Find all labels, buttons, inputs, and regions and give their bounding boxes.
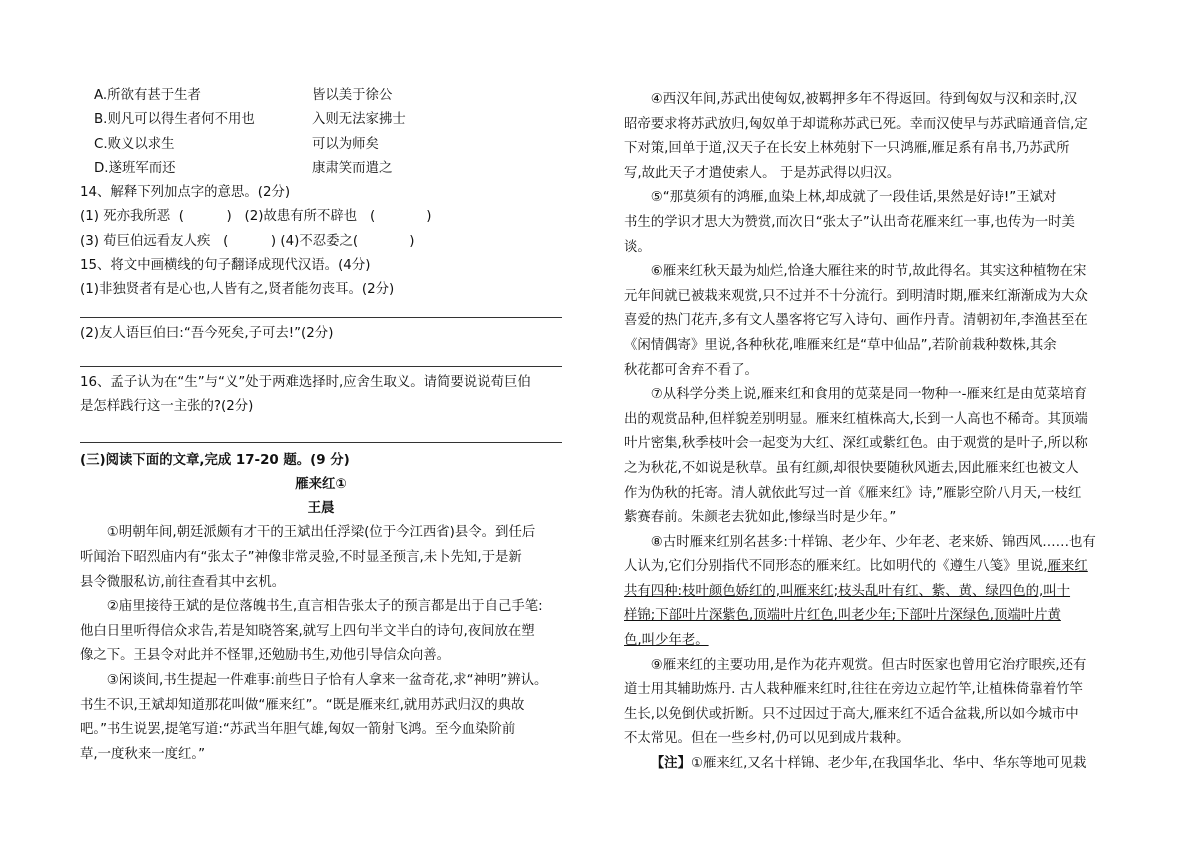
paragraph-line: 谈。 — [624, 239, 651, 255]
paragraph-line: 写,故此天子才遣使索人。 于是苏武得以归汉。 — [624, 165, 901, 181]
p8-underlined-3: 色,叫少年老。 — [624, 633, 709, 649]
answer-line — [80, 303, 562, 318]
paragraph-line: ⑨雁来红的主要功用,是作为花卉观赏。但古时医家也曾用它治疗眼疾,还有 — [650, 657, 1087, 673]
paragraph-line: ④西汉年间,苏武出使匈奴,被羁押多年不得返回。待到匈奴与汉和亲时,汉 — [650, 92, 1078, 107]
paragraph-line: 元年间就已被栽来观赏,只不过并不十分流行。到明清时期,雁来红渐渐成为大众 — [624, 288, 1088, 304]
question-15-2: (2)友人语巨伯曰:“吾今死矣,子可去!”(2分) — [80, 325, 334, 341]
question-14-line-1: (1) 死亦我所恶 ( ) (2)故患有所不辟也 ( ) — [80, 209, 432, 225]
paragraph-line: 像之下。王县令对此并不怪罪,还勉励书生,劝他引导信众向善。 — [80, 648, 451, 664]
paragraph-line: ②庙里接待王斌的是位落魄书生,直言相告张太子的预言都是出于自己手笔: — [106, 599, 543, 615]
option-row — [80, 133, 562, 157]
question-14-line-2: (3) 荀巨伯远看友人疾 ( ) (4)不忍委之( ) — [80, 233, 415, 249]
paragraph-8 — [624, 531, 1120, 654]
option-row — [80, 84, 562, 108]
paragraph-line: 作为伪秋的托寄。清人就依此写过一首《雁来红》诗,”雁影空阶八月天,一枝红 — [624, 485, 1082, 501]
paragraph-line: 书生的学识才思大为赞赏,而次日“张太子”认出奇花雁来红一事,也传为一时美 — [624, 214, 1075, 230]
paragraph-line: 道士用其辅助炼丹. 古人栽种雁来红时,往往在旁边立起竹竿,让植株倚靠着竹竿 — [624, 682, 1083, 698]
p8-line-1: ⑧古时雁来红别名甚多:十样锦、老少年、少年老、老来娇、锦西风……也有 — [650, 534, 1096, 550]
note-text: ①雁来红,又名十样锦、老少年,在我国华北、华中、华东等地可见栽 — [690, 756, 1087, 772]
paragraph-line: 喜爱的热门花卉,多有文人墨客将它写入诗句、画作丹青。清朝初年,李渔甚至在 — [624, 313, 1088, 329]
question-16-line-1: 16、孟子认为在“生”与“义”处于两难选择时,应舍生取义。请简要说说荀巨伯 — [80, 374, 531, 390]
paragraph-line: ⑦从科学分类上说,雁来红和食用的苋菜是同一物种一-雁来红是由苋菜培育 — [650, 387, 1087, 403]
paragraph-line: 吧。”书生说罢,提笔写道:“苏武当年胆气雄,匈奴一箭射飞鸿。至今血染阶前 — [80, 722, 516, 738]
paragraph-line: ③闲谈间,书生提起一件难事:前些日子恰有人拿来一盆奇花,求“神明”辨认。 — [106, 673, 548, 689]
option-right: 入则无法家拂士 — [312, 112, 406, 128]
option-left: A.所欲有甚于生者 — [94, 88, 201, 103]
section-3-heading: (三)阅读下面的文章,完成 17-20 题。(9 分) — [80, 452, 350, 468]
paragraph-5 — [624, 186, 1120, 260]
article-author: 王晨 — [307, 501, 335, 517]
option-left: D.遂班军而还 — [94, 160, 176, 176]
option-right: 可以为师矣 — [312, 136, 379, 152]
paragraph-line: 昭帝要求将苏武放归,匈奴单于却谎称苏武已死。幸而汉使早与苏武暗通音信,定 — [624, 116, 1088, 132]
paragraph-line: ⑤“那莫须有的鸿雁,血染上林,却成就了一段佳话,果然是好诗!”王斌对 — [650, 190, 1057, 206]
paragraph-2 — [80, 595, 562, 669]
paragraph-4 — [624, 88, 1120, 186]
answer-line — [80, 420, 562, 443]
question-16-line-2: 是怎样践行这一主张的?(2分) — [80, 399, 254, 415]
paragraph-line: 他白日里听得信众求告,若是知晓答案,就写上四句半文半白的诗句,夜间放在塑 — [80, 623, 535, 639]
paragraph-line: ①明朝年间,朝廷派颇有才干的王斌出任浮梁(位于今江西省)县令。到任后 — [106, 525, 536, 541]
paragraph-line: ⑥雁来红秋天最为灿烂,恰逢大雁往来的时节,故此得名。其实这种植物在宋 — [650, 264, 1087, 280]
article-title: 雁来红① — [295, 476, 347, 492]
paragraph-line: 书生不识,王斌却知道那花叫做“雁来红”。“既是雁来红,就用苏武归汉的典故 — [80, 697, 525, 713]
question-14: 14、解释下列加点字的意思。(2分) — [80, 185, 291, 201]
option-right: 皆以美于徐公 — [312, 88, 393, 103]
p8-line-2: 人认为,它们分别指代不同形态的雁来红。比如明代的《遵生八笺》里说,雁来红 — [624, 559, 1088, 575]
paragraph-line: 草,一度秋来一度红。” — [80, 746, 206, 762]
paragraph-line: 下对策,回单于道,汉天子在长安上林苑射下一只鸿雁,雁足系有帛书,乃苏武所 — [624, 141, 1070, 157]
option-row — [80, 157, 562, 181]
answer-line — [80, 346, 562, 367]
paragraph-line: 生长,以免倒伏或折断。只不过因过于高大,雁来红不适合盆栽,所以如今城市中 — [624, 706, 1079, 722]
option-left: C.败义以求生 — [94, 136, 175, 152]
option-row — [80, 108, 562, 132]
paragraph-line: 出的观赏品种,但样貌差别明显。雁来红植株高大,长到一人高也不稀奇。其顶端 — [624, 411, 1088, 427]
right-column — [624, 88, 1120, 777]
left-column — [80, 84, 562, 767]
p8-underlined-2: 样锦;下部叶片深紫色,顶端叶片红色,叫老少年;下部叶片深绿色,顶端叶片黄 — [624, 608, 1061, 624]
paragraph-line: 听闻治下昭烈庙内有“张太子”神像非常灵验,不时显圣预言,未卜先知,于是新 — [80, 550, 522, 566]
paragraph-7 — [624, 383, 1120, 531]
paragraph-line: 不太常见。但在一些乡村,仍可以见到成片栽种。 — [624, 731, 910, 747]
option-list — [80, 84, 562, 181]
paragraph-1 — [80, 521, 562, 595]
paragraph-line: 之为秋花,不如说是秋草。虽有红颜,却很快要随秋风逝去,因此雁来红也被文人 — [624, 460, 1079, 476]
footnote — [624, 752, 1120, 777]
question-15: 15、将文中画横线的句子翻译成现代汉语。(4分) — [80, 258, 371, 274]
paragraph-line: 叶片密集,秋季枝叶会一起变为大红、深红或紫红色。由于观赏的是叶子,所以称 — [624, 436, 1088, 452]
paragraph-line: 县令微服私访,前往查看其中玄机。 — [80, 574, 286, 590]
p8-underlined-1: 共有四种:枝叶颜色娇红的,叫雁来红;枝头乱叶有红、紫、黄、绿四色的,叫十 — [624, 583, 1071, 599]
paragraph-line: 秋花都可舍弃不看了。 — [624, 362, 758, 378]
question-15-1: (1)非独贤者有是心也,人皆有之,贤者能勿丧耳。(2分) — [80, 282, 395, 298]
paragraph-3 — [80, 669, 562, 767]
paragraph-6 — [624, 260, 1120, 383]
option-right: 康肃笑而遣之 — [312, 160, 393, 176]
paragraph-9 — [624, 654, 1120, 752]
paragraph-line: 《闲情偶寄》里说,各种秋花,唯雁来红是“草中仙品”,若阶前栽种数株,其余 — [624, 337, 1057, 353]
note-tag: 【注】 — [650, 756, 691, 772]
paragraph-line: 紫赛春前。朱颜老去犹如此,惨绿当时是少年。” — [624, 510, 897, 526]
option-left: B.则凡可以得生者何不用也 — [94, 112, 255, 128]
